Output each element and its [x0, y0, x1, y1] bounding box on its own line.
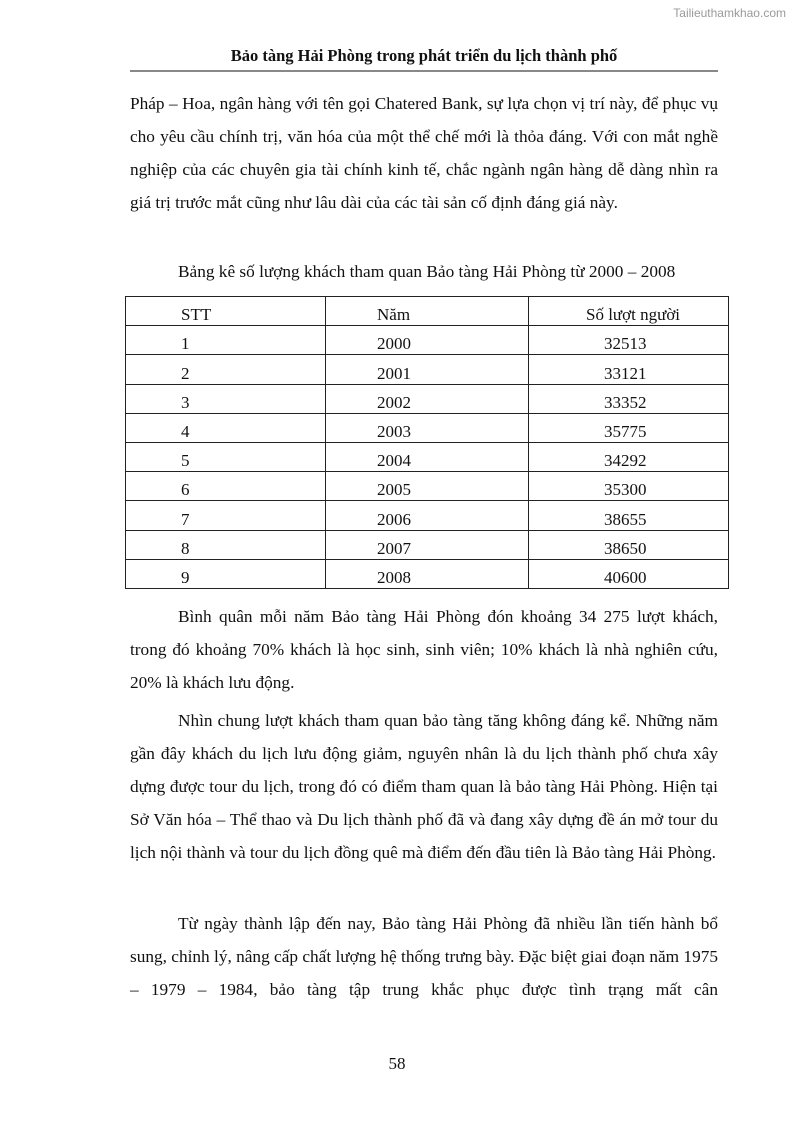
- table-cell: 2008: [326, 559, 529, 588]
- paragraph-3: Nhìn chung lượt khách tham quan bảo tàng tăng không đáng kể. Những năm gần đây khách du lịch lưu động giảm, nguyên nhân là du lịch thành phố chưa xây dựng được tour du lịch, trong đó có điểm tham quan là bảo tàng Hải Phòng. Hiện tại Sở Văn hóa – Thể thao và Du lịch thành phố đã và đang xây dựng đề án mở tour du lịch nội thành và tour du lịch đồng quê mà điểm đến đầu tiên là Bảo tàng Hải Phòng.: [130, 711, 718, 862]
- page-number: 58: [388, 1054, 406, 1073]
- paragraph-4: Từ ngày thành lập đến nay, Bảo tàng Hải Phòng đã nhiều lần tiến hành bổ sung, chỉnh lý, nâng cấp chất lượng hệ thống trưng bày. Đặc biệt giai đoạn năm 1975 – 1979 – 1984, bảo tàng tập trung khắc phục được tình trạng mất cân: [130, 914, 718, 999]
- table-cell: 2001: [326, 355, 529, 384]
- table-cell: 40600: [529, 559, 729, 588]
- table-row: [126, 472, 729, 501]
- table-row: [126, 326, 729, 355]
- table-cell: 7: [126, 501, 326, 530]
- table-cell: 34292: [529, 442, 729, 471]
- table-header-cell: STT: [126, 297, 326, 326]
- table-cell: 3: [126, 384, 326, 413]
- table-caption: Bảng kê số lượng khách tham quan Bảo tàng Hải Phòng từ 2000 – 2008: [178, 262, 676, 281]
- visitor-table: [125, 296, 729, 589]
- table-cell: 2007: [326, 530, 529, 559]
- table-row: [126, 442, 729, 471]
- table-cell: 6: [126, 472, 326, 501]
- table-row: [126, 355, 729, 384]
- table-cell: 2003: [326, 413, 529, 442]
- table-cell: 2002: [326, 384, 529, 413]
- table-cell: 38655: [529, 501, 729, 530]
- table-cell: 5: [126, 442, 326, 471]
- table-cell: 33352: [529, 384, 729, 413]
- table-cell: 9: [126, 559, 326, 588]
- running-header: Bảo tàng Hải Phòng trong phát triển du lịch thành phố: [230, 46, 618, 65]
- table-header-row: [126, 297, 729, 326]
- paragraph-2: Bình quân mỗi năm Bảo tàng Hải Phòng đón khoảng 34 275 lượt khách, trong đó khoảng 70% khách là học sinh, sinh viên; 10% khách là nhà nghiên cứu, 20% là khách lưu động.: [130, 607, 718, 692]
- table-row: [126, 530, 729, 559]
- table-header-cell: Năm: [326, 297, 529, 326]
- table-cell: 32513: [529, 326, 729, 355]
- table-cell: 35300: [529, 472, 729, 501]
- table-cell: 33121: [529, 355, 729, 384]
- table-row: [126, 384, 729, 413]
- table-cell: 8: [126, 530, 326, 559]
- table-cell: 2004: [326, 442, 529, 471]
- table-cell: 35775: [529, 413, 729, 442]
- table-cell: 38650: [529, 530, 729, 559]
- table-cell: 2006: [326, 501, 529, 530]
- table-cell: 2005: [326, 472, 529, 501]
- table-row: [126, 559, 729, 588]
- paragraph-1: Pháp – Hoa, ngân hàng với tên gọi Chatered Bank, sự lựa chọn vị trí này, để phục vụ cho yêu cầu chính trị, văn hóa của một thể chế mới là thỏa đáng. Với con mắt nghề nghiệp của các chuyên gia tài chính kinh tế, chắc ngành ngân hàng dễ dàng nhìn ra giá trị trước mắt cũng như lâu dài của các tài sản cố định đáng giá này.: [130, 94, 718, 212]
- table-cell: 4: [126, 413, 326, 442]
- watermark: Tailieuthamkhao.com: [673, 6, 786, 20]
- table-cell: 2: [126, 355, 326, 384]
- table-cell: 2000: [326, 326, 529, 355]
- table-cell: 1: [126, 326, 326, 355]
- table-header-cell: Số lượt người: [529, 297, 729, 326]
- table-row: [126, 413, 729, 442]
- header-divider: [130, 70, 718, 72]
- table-row: [126, 501, 729, 530]
